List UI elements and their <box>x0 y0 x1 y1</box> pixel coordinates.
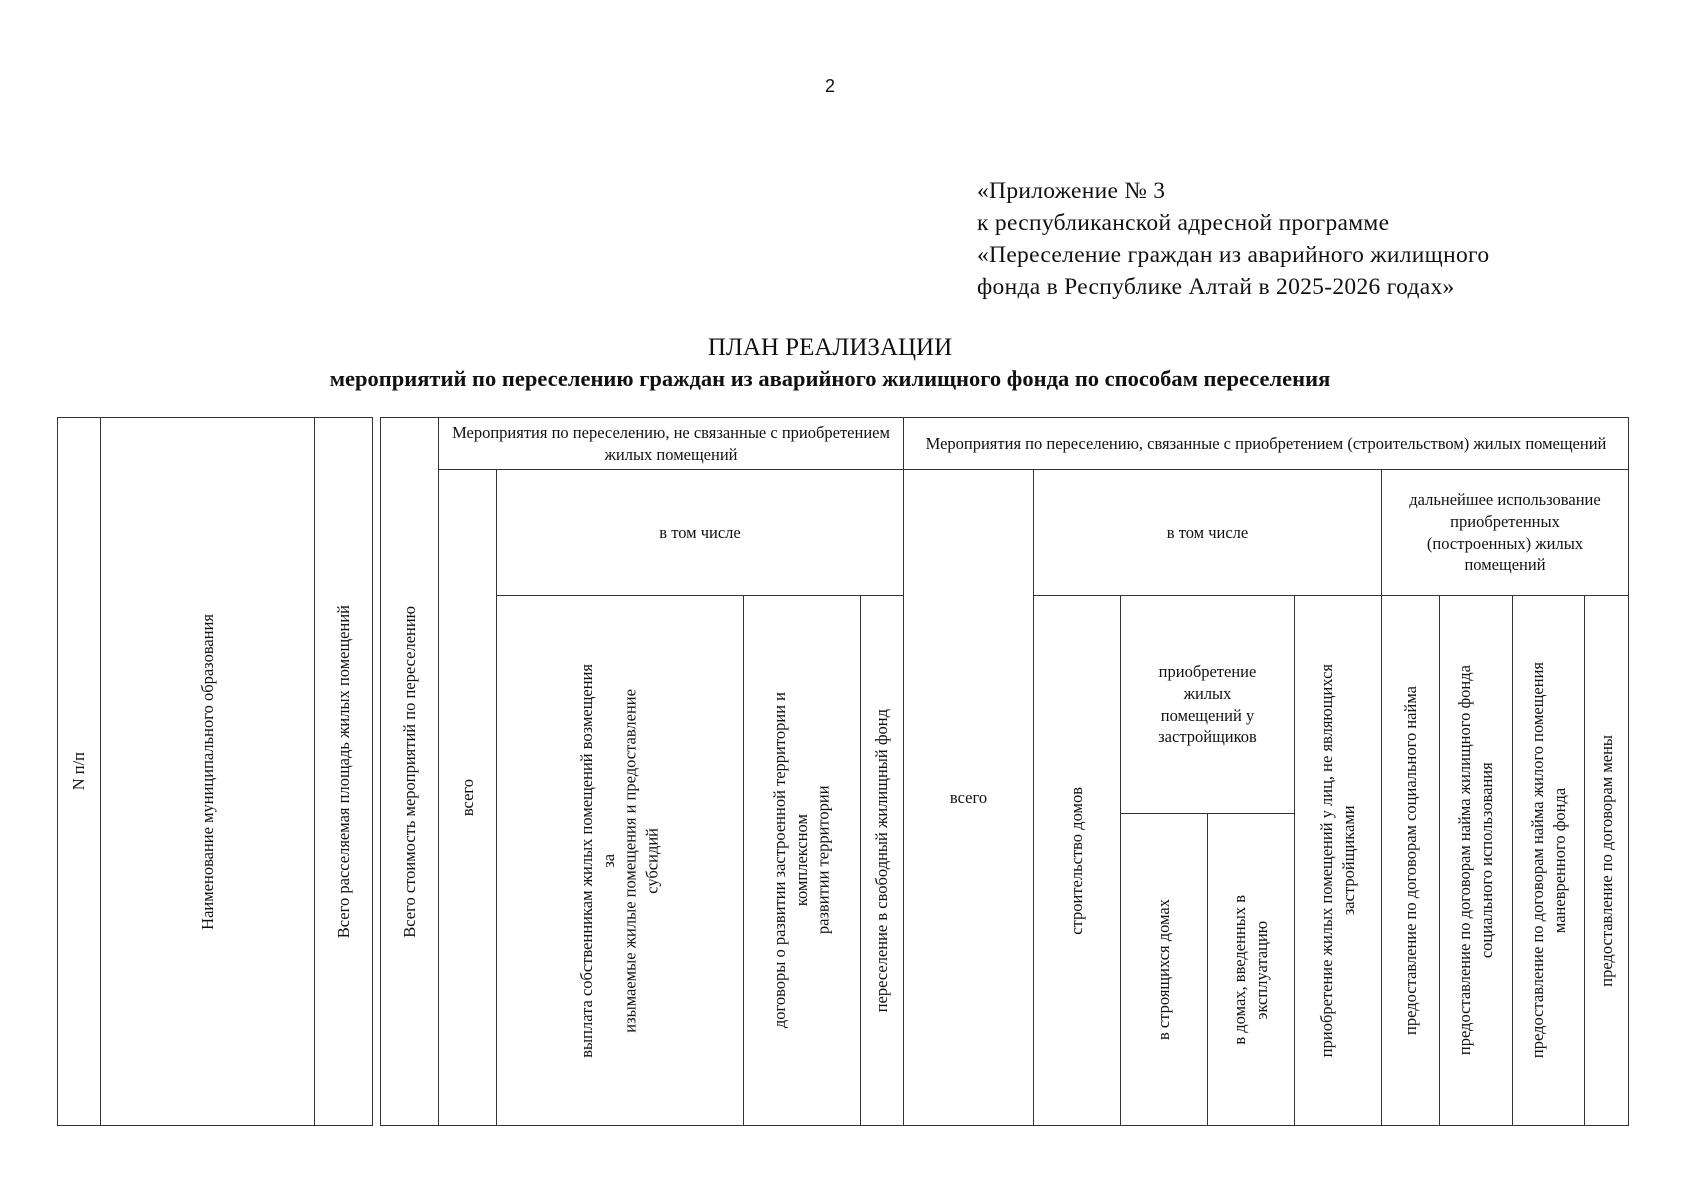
appendix-header <box>977 175 1577 303</box>
document-title: ПЛАН РЕАЛИЗАЦИИ <box>707 334 953 361</box>
header-free-housing: переселение в свободный жилищный фонд <box>861 596 904 1126</box>
header-group-not-acquisition: Мероприятия по переселению, не связанные с приобретением жилых помещений <box>439 418 904 470</box>
header-total-2: всего <box>904 470 1034 1126</box>
appendix-line: к республиканской адресной программе <box>977 210 1390 236</box>
header-in-commissioned: в домах, введенных в эксплуатацию <box>1208 814 1295 1126</box>
header-num: N п/п <box>58 418 101 1126</box>
header-further-use: дальнейшее использование приобретенных (построенных) жилых помещений <box>1382 470 1629 596</box>
header-in-construction: в строящихся домах <box>1121 814 1208 1126</box>
header-territory-agreements: договоры о развитии застроенной территории и комплексном развитии территории <box>744 596 861 1126</box>
appendix-line: «Приложение № 3 <box>977 178 1166 204</box>
plan-table <box>57 417 1629 1126</box>
header-group-acquisition: Мероприятия по переселению, связанные с приобретением (строительством) жилых помещений <box>904 418 1629 470</box>
header-exchange: предоставление по договорам мены <box>1585 596 1629 1126</box>
header-including-2: в том числе <box>1034 470 1382 596</box>
header-including-1: в том числе <box>497 470 904 596</box>
table-gap <box>373 418 381 1126</box>
appendix-line: «Переселение граждан из аварийного жилищного <box>977 242 1490 268</box>
page-number: 2 <box>824 76 835 96</box>
header-payment-owners: выплата собственникам жилых помещений возмещения за изымаемые жилые помещения и предоставление субсидий <box>497 596 744 1126</box>
header-social-rent: предоставление по договорам социального найма <box>1382 596 1440 1126</box>
header-total-cost: Всего стоимость мероприятий по переселению <box>381 418 439 1126</box>
header-maneuver-rent: предоставление по договорам найма жилого помещения маневренного фонда <box>1513 596 1585 1126</box>
header-construction: строительство домов <box>1034 596 1121 1126</box>
header-total-area: Всего расселяемая площадь жилых помещений <box>315 418 373 1126</box>
header-total-1: всего <box>439 470 497 1126</box>
header-acquisition-non-developers: приобретение жилых помещений у лиц, не являющихся застройщиками <box>1295 596 1382 1126</box>
header-municipality: Наименование муниципального образования <box>101 418 315 1126</box>
document-subtitle: мероприятий по переселению граждан из аварийного жилищного фонда по способам переселения <box>329 366 1331 391</box>
header-acquisition-developers: приобретение жилых помещений у застройщиков <box>1121 596 1295 814</box>
appendix-line: фонда в Республике Алтай в 2025-2026 годах» <box>977 274 1455 300</box>
header-social-use-rent: предоставление по договорам найма жилищного фонда социального использования <box>1440 596 1513 1126</box>
